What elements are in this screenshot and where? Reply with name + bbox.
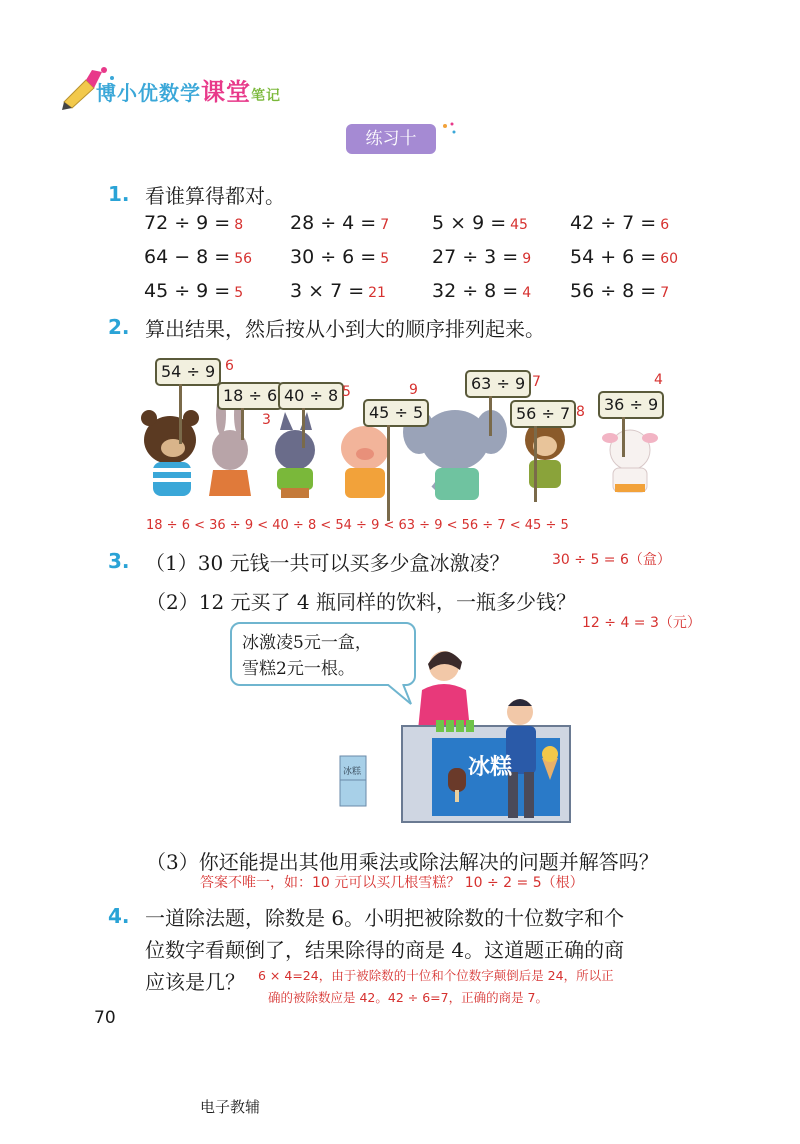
q1-expression: 45 ÷ 9 = xyxy=(144,280,231,302)
q4-line3: 应该是几？ xyxy=(145,970,245,994)
q1-expression: 5 × 9 = xyxy=(432,212,507,234)
q3-number: 3. xyxy=(108,549,130,573)
q3-part1-answer: 30 ÷ 5 = 6（盒） xyxy=(552,552,671,568)
q1-answer: 7 xyxy=(380,217,390,233)
q4-number: 4. xyxy=(108,904,130,928)
math-sign: 45 ÷ 5 xyxy=(363,399,429,427)
q1-answer: 7 xyxy=(660,285,670,301)
ice-cream-shop-illustration xyxy=(336,640,576,830)
q1-answer: 5 xyxy=(234,285,244,301)
q4-line2: 位数字看颠倒了，结果除得的商是 4。这道题正确的商 xyxy=(145,938,625,962)
q3-part3: （3）你还能提出其他用乘法或除法解决的问题并解答吗？ xyxy=(146,850,659,874)
math-sign: 63 ÷ 9 xyxy=(465,370,531,398)
q1-expression: 30 ÷ 6 = xyxy=(290,246,377,268)
page-number: 70 xyxy=(94,1008,116,1028)
q1-equation xyxy=(144,246,252,268)
q1-answer: 4 xyxy=(522,285,532,301)
q1-answer: 9 xyxy=(522,251,532,267)
bear-figure xyxy=(141,410,199,496)
q1-equation xyxy=(290,246,389,268)
sign-answer: 4 xyxy=(654,372,663,388)
box-label: 冰糕 xyxy=(343,767,362,777)
sign-stick xyxy=(302,408,305,448)
q1-expression: 3 × 7 = xyxy=(290,280,365,302)
q2-text: 算出结果，然后按从小到大的顺序排列起来。 xyxy=(145,317,545,341)
q1-equation xyxy=(144,280,243,302)
math-sign: 18 ÷ 6 xyxy=(217,382,283,410)
q2-number: 2. xyxy=(108,315,130,339)
sign-stick xyxy=(241,408,244,440)
sign-stick xyxy=(534,426,537,502)
q1-answer: 21 xyxy=(368,285,386,301)
q4-answer-line2: 确的被除数应是 42。42 ÷ 6=7，正确的商是 7。 xyxy=(268,990,549,1005)
q1-answer: 45 xyxy=(510,217,528,233)
section-title: 练习十 xyxy=(346,124,436,154)
q2-order-answer: 18 ÷ 6 < 36 ÷ 9 < 40 ÷ 8 < 54 ÷ 9 < 63 ÷ 9 < 56 ÷ 7 < 45 ÷ 5 xyxy=(146,518,569,533)
sign-answer: 6 xyxy=(225,358,234,374)
sign-stick xyxy=(179,384,182,444)
sign-answer: 3 xyxy=(262,412,271,428)
q3-part3-answer: 答案不唯一，如：10 元可以买几根雪糕？ 10 ÷ 2 = 5（根） xyxy=(200,875,584,891)
q1-expression: 64 − 8 = xyxy=(144,246,231,268)
q3-part2: （2）12 元买了 4 瓶同样的饮料，一瓶多少钱？ xyxy=(146,590,576,614)
math-sign: 54 ÷ 9 xyxy=(155,358,221,386)
sign-answer: 8 xyxy=(576,404,585,420)
q1-expression: 54 + 6 = xyxy=(570,246,657,268)
footer-text: 电子教辅 xyxy=(200,1098,261,1116)
math-sign: 56 ÷ 7 xyxy=(510,400,576,428)
q1-equation xyxy=(570,246,678,268)
q1-expression: 32 ÷ 8 = xyxy=(432,280,519,302)
q1-equation xyxy=(432,212,528,234)
q1-expression: 72 ÷ 9 = xyxy=(144,212,231,234)
rabbit-figure xyxy=(209,395,251,496)
q1-equation xyxy=(432,280,531,302)
brand-title xyxy=(96,72,281,107)
q1-expression: 56 ÷ 8 = xyxy=(570,280,657,302)
q3-part1: （1）30 元钱一共可以买多少盒冰激凌？ xyxy=(145,551,510,575)
q4-line1: 一道除法题，除数是 6。小明把被除数的十位数字和个 xyxy=(145,906,625,930)
q1-text: 看谁算得都对。 xyxy=(145,184,285,208)
sign-stick xyxy=(622,417,625,457)
q1-answer: 5 xyxy=(380,251,390,267)
q1-equation xyxy=(432,246,531,268)
brand-highlight: 课堂 xyxy=(201,78,251,106)
q1-equation xyxy=(144,212,243,234)
wolf-figure xyxy=(275,412,315,498)
q3-part2-answer: 12 ÷ 4 = 3（元） xyxy=(582,615,701,631)
q1-expression: 27 ÷ 3 = xyxy=(432,246,519,268)
q1-equation xyxy=(570,212,669,234)
sign-answer: 7 xyxy=(532,374,541,390)
q1-equation xyxy=(290,280,386,302)
sign-answer: 5 xyxy=(342,384,351,400)
q1-equation xyxy=(290,212,389,234)
q1-answer: 6 xyxy=(660,217,670,233)
pig-figure xyxy=(341,426,389,498)
counter-sign: 冰糕 xyxy=(468,754,513,780)
sign-answer: 9 xyxy=(409,382,418,398)
math-sign: 40 ÷ 8 xyxy=(278,382,344,410)
q4-answer-line1: 6 × 4=24，由于被除数的十位和个位数字颠倒后是 24，所以正 xyxy=(258,968,614,983)
sparkle-icon xyxy=(440,120,460,140)
q1-answer: 8 xyxy=(234,217,244,233)
sign-stick xyxy=(387,425,390,521)
bubble-line-1: 冰激凌5元一盒， xyxy=(242,633,372,653)
brand-part1: 博小优数学 xyxy=(96,81,201,105)
bubble-line-2: 雪糕2元一根。 xyxy=(242,659,355,679)
monkey-figure xyxy=(525,420,565,488)
q1-answer: 60 xyxy=(660,251,679,267)
goat-figure xyxy=(602,430,658,492)
q1-answer: 56 xyxy=(234,251,253,267)
q1-expression: 28 ÷ 4 = xyxy=(290,212,377,234)
sign-stick xyxy=(489,396,492,436)
q1-number: 1. xyxy=(108,182,130,206)
q1-expression: 42 ÷ 7 = xyxy=(570,212,657,234)
q1-equation xyxy=(570,280,669,302)
brand-small: 笔记 xyxy=(251,88,281,104)
math-sign: 36 ÷ 9 xyxy=(598,391,664,419)
